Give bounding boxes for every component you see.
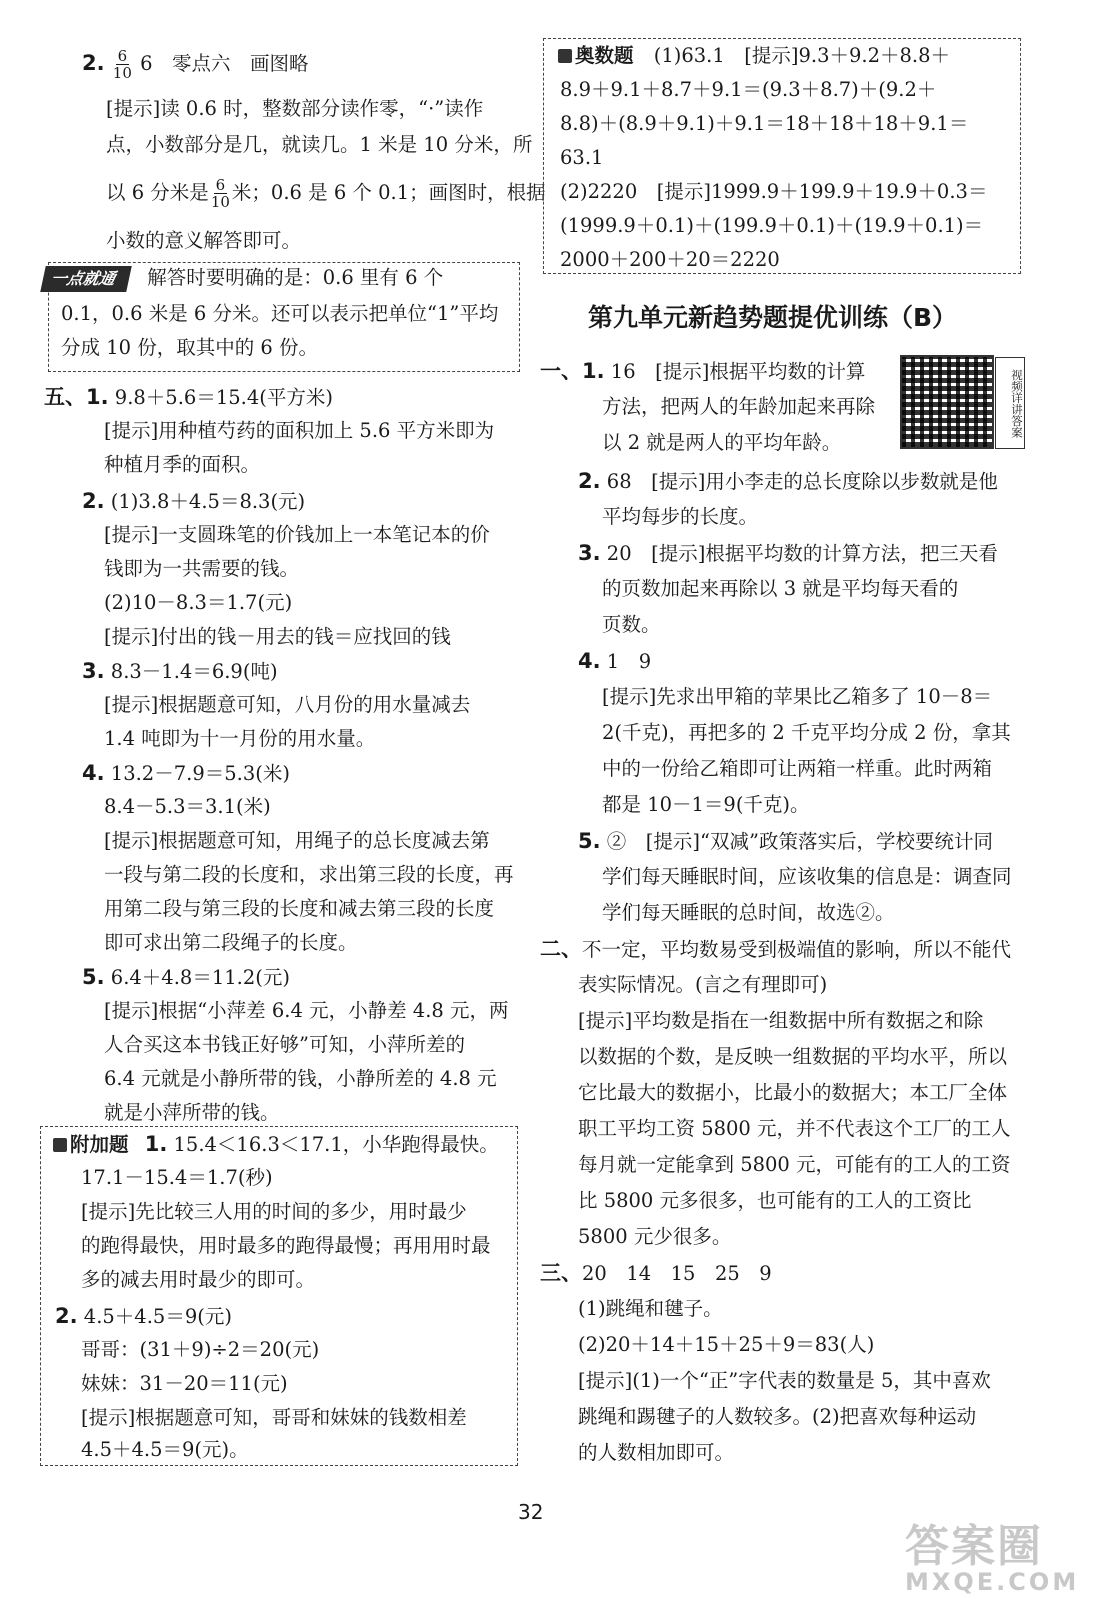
hint-line: [提示]一支圆珠笔的价钱加上一本笔记本的价 (104, 523, 490, 546)
square-icon (53, 1138, 67, 1152)
hint-line: [提示]读 0.6 时，整数部分读作零，“·”读作 (106, 97, 484, 120)
tip-text: 0.1，0.6 米是 6 分米。还可以表示把单位“1”平均 (61, 302, 499, 325)
hint-line: [提示]平均数是指在一组数据中所有数据之和除 (578, 1009, 984, 1032)
answer-line: 2. 4.5＋4.5＝9(元) (55, 1304, 232, 1328)
answer-line: 2. 68 [提示]用小李走的总长度除以步数就是他 (578, 469, 998, 493)
answer-line: 3. 20 [提示]根据平均数的计算方法，把三天看 (578, 541, 998, 565)
answer-line: 2. (1)3.8＋4.5＝8.3(元) (82, 489, 306, 513)
tip-text: 分成 10 份，取其中的 6 份。 (61, 336, 319, 359)
hint-line: 以 2 就是两人的平均年龄。 (602, 431, 842, 454)
hint-line: 种植月季的面积。 (104, 453, 261, 476)
answer-line: (1)跳绳和毽子。 (578, 1297, 723, 1320)
hint-line: 就是小萍所带的钱。 (104, 1101, 280, 1124)
fraction: $\frac{6}{10}$ (210, 176, 230, 211)
answer-line: 4. 1 9 (578, 649, 652, 673)
square-icon (558, 49, 572, 63)
answer-line: 五、1. 9.8＋5.6＝15.4(平方米) (44, 385, 333, 409)
answer-line: 一、1. 16 [提示]根据平均数的计算 (540, 359, 866, 383)
olympiad-line: 63.1 (560, 146, 604, 169)
hint-line: 一段与第二段的长度和，求出第三段的长度，再 (104, 863, 514, 886)
answer-line: (2)10－8.3＝1.7(元) (104, 591, 293, 614)
hint-line: 职工平均工资 5800 元，并不代表这个工厂的工人 (578, 1117, 1011, 1140)
hint-line: 的人数相加即可。 (578, 1441, 735, 1464)
hint-line: [提示]先求出甲箱的苹果比乙箱多了 10－8＝ (602, 685, 993, 708)
extra-label: 附加题 (70, 1133, 129, 1156)
hint-line: 方法，把两人的年龄加起来再除 (602, 395, 876, 418)
hint-line: 点，小数部分是几，就读几。1 米是 10 分米，所 (106, 133, 533, 156)
tip-text: 解答时要明确的是：0.6 里有 6 个 (147, 266, 444, 289)
hint-line: 2(千克)，再把多的 2 千克平均分成 2 份，拿其 (602, 721, 1011, 744)
olympiad-box: 奥数题 (1)63.1 [提示]9.3＋9.2＋8.8＋ 8.9＋9.1＋8.7＋9.1＝(9.3＋8.7)＋(9.2＋ 8.8)＋(8.9＋9.1)＋9.1＝18＋18＋18＋9.1＝ 63.1 (2)2220 [提示]1999.9＋199.9＋19.9＋0.3＝ (1999.9＋0.1)＋(199.9＋0.1)＋(19.9＋0.1)＝ 2000＋200＋20＝2220 (543, 38, 1021, 274)
answer-line: 5. ② [提示]“双减”政策落实后，学校要统计同 (578, 829, 993, 853)
hint-line: 人合买这本书钱正好够”可知，小萍所差的 (104, 1033, 465, 1056)
hint-line: [提示]付出的钱－用去的钱＝应找回的钱 (104, 625, 451, 648)
tip-badge: 一点就通 (40, 266, 132, 292)
hint-line: 学们每天睡眠时间，应该收集的信息是：调查同 (602, 865, 1012, 888)
qr-caption: 视频详讲答案 (995, 357, 1025, 449)
answer-line: (2)20＋14＋15＋25＋9＝83(人) (578, 1333, 875, 1356)
hint-line: 平均每步的长度。 (602, 505, 759, 528)
qr-code[interactable] (900, 355, 994, 449)
hint-line: [提示]先比较三人用的时间的多少，用时最少 (81, 1200, 467, 1223)
hint-line: 1.4 吨即为十一月份的用水量。 (104, 727, 376, 750)
section-title: 第九单元新趋势题提优训练（B） (588, 303, 958, 332)
hint-line: 的页数加起来再除以 3 就是平均每天看的 (602, 577, 959, 600)
olympiad-label: 奥数题 (575, 44, 634, 67)
hint-line: 学们每天睡眠的总时间，故选②。 (602, 901, 895, 924)
olympiad-line: 8.8)＋(8.9＋9.1)＋9.1＝18＋18＋18＋9.1＝ (560, 112, 969, 135)
olympiad-line: (1999.9＋0.1)＋(199.9＋0.1)＋(19.9＋0.1)＝ (560, 214, 984, 237)
hint-line: 小数的意义解答即可。 (106, 229, 302, 252)
watermark: 答案圈 MXQE.COM (905, 1521, 1080, 1596)
answer-line: 5. 6.4＋4.8＝11.2(元) (82, 965, 290, 989)
question-number: 2. (82, 51, 105, 75)
hint-line: 以数据的个数，是反映一组数据的平均水平，所以 (578, 1045, 1008, 1068)
hint-line: 多的减去用时最少的即可。 (81, 1268, 316, 1291)
answer-line: 17.1－15.4＝1.7(秒) (81, 1166, 273, 1189)
olympiad-line: (2)2220 [提示]1999.9＋199.9＋19.9＋0.3＝ (560, 180, 988, 203)
hint-line: 跳绳和踢毽子的人数较多。(2)把喜欢每种运动 (578, 1405, 977, 1428)
hint-line: [提示]根据“小萍差 6.4 元，小静差 4.8 元，两 (104, 999, 509, 1022)
hint-line: 钱即为一共需要的钱。 (104, 557, 300, 580)
hint-line: [提示]根据题意可知，哥哥和妹妹的钱数相差 (81, 1406, 467, 1429)
hint-line: [提示](1)一个“正”字代表的数量是 5，其中喜欢 (578, 1369, 991, 1392)
hint-line: 用第二段与第三段的长度和减去第三段的长度 (104, 897, 495, 920)
answer-2-line (82, 46, 309, 81)
extra-question-box: 附加题 1. 15.4＜16.3＜17.1，小华跑得最快。 17.1－15.4＝1.7(秒) [提示]先比较三人用的时间的多少，用时最少 的跑得最快，用时最多的跑得最慢；再用用时最 多的减去用时最少的即可。 2. 4.5＋4.5＝9(元) 哥哥：(31＋9)÷2＝20(元) 妹妹：31－20＝11(元) [提示]根据题意可知，哥哥和妹妹的钱数相差 4.5＋4.5＝9(元)。 (40, 1126, 518, 1466)
hint-line: 4.5＋4.5＝9(元)。 (81, 1438, 249, 1461)
fraction: $\frac{6}{10}$ (112, 47, 132, 82)
answer-line: 3. 8.3－1.4＝6.9(吨) (82, 659, 278, 683)
hint-line: 即可求出第二段绳子的长度。 (104, 931, 358, 954)
hint-line: 比 5800 元多很多，也可能有的工人的工资比 (578, 1189, 972, 1212)
answer-line: 二、不一定，平均数易受到极端值的影响，所以不能代 (540, 937, 1012, 961)
hint-line: [提示]根据题意可知，用绳子的总长度减去第 (104, 829, 490, 852)
hint-line: 6.4 元就是小静所带的钱，小静所差的 4.8 元 (104, 1067, 497, 1090)
answer-line: 哥哥：(31＋9)÷2＝20(元) (81, 1338, 320, 1361)
answer-text: 6 零点六 画图略 (140, 52, 309, 75)
hint-line: 5800 元少很多。 (578, 1225, 732, 1248)
answer-line: 表实际情况。(言之有理即可) (578, 973, 828, 996)
hint-line: [提示]根据题意可知，八月份的用水量减去 (104, 693, 471, 716)
answer-line: 4. 13.2－7.9＝5.3(米) (82, 761, 290, 785)
hint-line: 的跑得最快，用时最多的跑得最慢；再用用时最 (81, 1234, 491, 1257)
hint-line: 它比最大的数据小，比最小的数据大；本工厂全体 (578, 1081, 1008, 1104)
answer-line: 三、20 14 15 25 9 (540, 1261, 772, 1285)
page-number: 32 (518, 1500, 544, 1524)
hint-line: 以 6 分米是 $\frac{6}{10}$ 米；0.6 是 6 个 0.1；画图时，根据 (106, 176, 546, 211)
answer-line: 8.4－5.3＝3.1(米) (104, 795, 271, 818)
olympiad-line: 2000＋200＋20＝2220 (560, 248, 780, 271)
answer-line: 妹妹：31－20＝11(元) (81, 1372, 288, 1395)
hint-line: 页数。 (602, 613, 661, 636)
hint-line: 每月就一定能拿到 5800 元，可能有的工人的工资 (578, 1153, 1011, 1176)
hint-line: 都是 10－1＝9(千克)。 (602, 793, 810, 816)
olympiad-line: 8.9＋9.1＋8.7＋9.1＝(9.3＋8.7)＋(9.2＋ (560, 78, 937, 101)
hint-line: [提示]用种植芍药的面积加上 5.6 平方米即为 (104, 419, 495, 442)
tip-box (48, 262, 520, 372)
hint-line: 中的一份给乙箱即可让两箱一样重。此时两箱 (602, 757, 993, 780)
